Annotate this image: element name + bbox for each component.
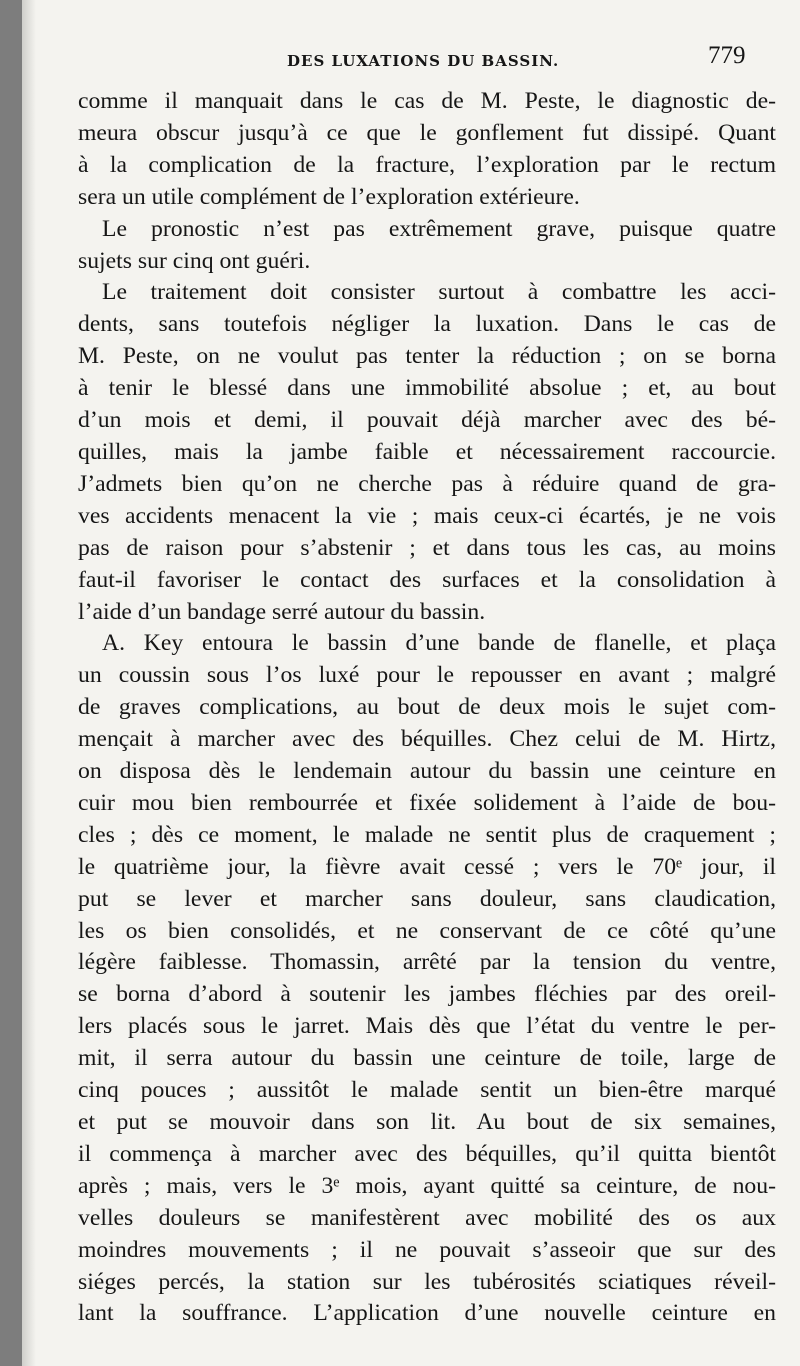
text-line: velles douleurs se manifestèrent avec mobilité des os aux (78, 1204, 776, 1231)
text-line: un coussin sous l’os luxé pour le repousser en avant ; malgré (78, 662, 776, 689)
text-line: faut-il favoriser le contact des surfaces et la consolidation à (78, 566, 776, 593)
text-line: A. Key entoura le bassin d’une bande de flanelle, et plaça (102, 630, 776, 657)
text-line: ves accidents menacent la vie ; mais ceux-ci écartés, je ne vois (78, 502, 776, 529)
text-line: cinq pouces ; aussitôt le malade sentit un bien-être marqué (78, 1077, 776, 1104)
book-page (22, 0, 800, 1366)
text-line: sera un utile complément de l’exploration extérieure. (78, 183, 580, 210)
text-line: les os bien consolidés, et ne conservant de ce côté qu’une (78, 917, 776, 944)
text-line: put se lever et marcher sans douleur, sans claudication, (78, 885, 776, 912)
text-line: siéges percés, la station sur les tubérosités sciatiques réveil- (78, 1268, 776, 1295)
text-line: dents, sans toutefois négliger la luxation. Dans le cas de (78, 311, 776, 338)
text-line: de graves complications, au bout de deux mois le sujet com- (78, 694, 776, 721)
text-line: comme il manquait dans le cas de M. Peste, le diagnostic de- (78, 88, 776, 114)
text-line: à tenir le blessé dans une immobilité absolue ; et, au bout (78, 375, 776, 402)
text-line: se borna d’abord à soutenir les jambes fléchies par des oreil- (78, 981, 776, 1008)
text-line: meura obscur jusqu’à ce que le gonflement fut dissipé. Quant (78, 119, 776, 146)
text-line: cuir mou bien rembourrée et fixée solidement à l’aide de bou- (78, 789, 776, 816)
text-line: moindres mouvements ; il ne pouvait s’asseoir que sur des (78, 1236, 776, 1263)
text-line: après ; mais, vers le 3ᵉ mois, ayant quitté sa ceinture, de nou- (78, 1172, 776, 1199)
text-line: on disposa dès le lendemain autour du bassin une ceinture en (78, 758, 776, 785)
text-line: et put se mouvoir dans son lit. Au bout de six semaines, (78, 1109, 776, 1135)
text-line: il commença à marcher avec des béquilles, qu’il quitta bientôt (78, 1140, 776, 1167)
text-line: d’un mois et demi, il pouvait déjà marcher avec des bé- (78, 407, 776, 434)
page-header (22, 42, 800, 82)
text-line: l’aide d’un bandage serré autour du bassin. (78, 598, 486, 625)
text-line: sujets sur cinq ont guéri. (78, 247, 311, 274)
text-line: Le traitement doit consister surtout à combattre les acci- (102, 279, 776, 306)
body-text (78, 86, 776, 1330)
text-line: cles ; dès ce moment, le malade ne sentit plus de craquement ; (78, 821, 776, 848)
text-line: pas de raison pour s’abstenir ; et dans tous les cas, au moins (78, 534, 776, 561)
text-line: lers placés sous le jarret. Mais dès que l’état du ventre le per- (78, 1013, 776, 1040)
running-head: DES LUXATIONS DU BASSIN. (287, 52, 560, 70)
text-line: à la complication de la fracture, l’exploration par le rectum (78, 151, 776, 178)
text-line: lant la souffrance. L’application d’une nouvelle ceinture en (78, 1300, 776, 1327)
text-line: mit, il serra autour du bassin une ceinture de toile, large de (78, 1045, 776, 1072)
text-line: légère faiblesse. Thomassin, arrêté par la tension du ventre, (78, 949, 776, 976)
text-line: Le pronostic n’est pas extrêmement grave, puisque quatre (102, 215, 776, 242)
text-line: M. Peste, on ne voulut pas tenter la réduction ; on se borna (78, 343, 776, 370)
text-line: J’admets bien qu’on ne cherche pas à réduire quand de gra- (78, 470, 776, 497)
text-line: mençait à marcher avec des béquilles. Chez celui de M. Hirtz, (78, 726, 776, 753)
text-line: le quatrième jour, la fièvre avait cessé ; vers le 70ᵉ jour, il (78, 853, 776, 880)
text-line: quilles, mais la jambe faible et nécessairement raccourcie. (78, 438, 776, 465)
page-number: 779 (708, 42, 746, 69)
